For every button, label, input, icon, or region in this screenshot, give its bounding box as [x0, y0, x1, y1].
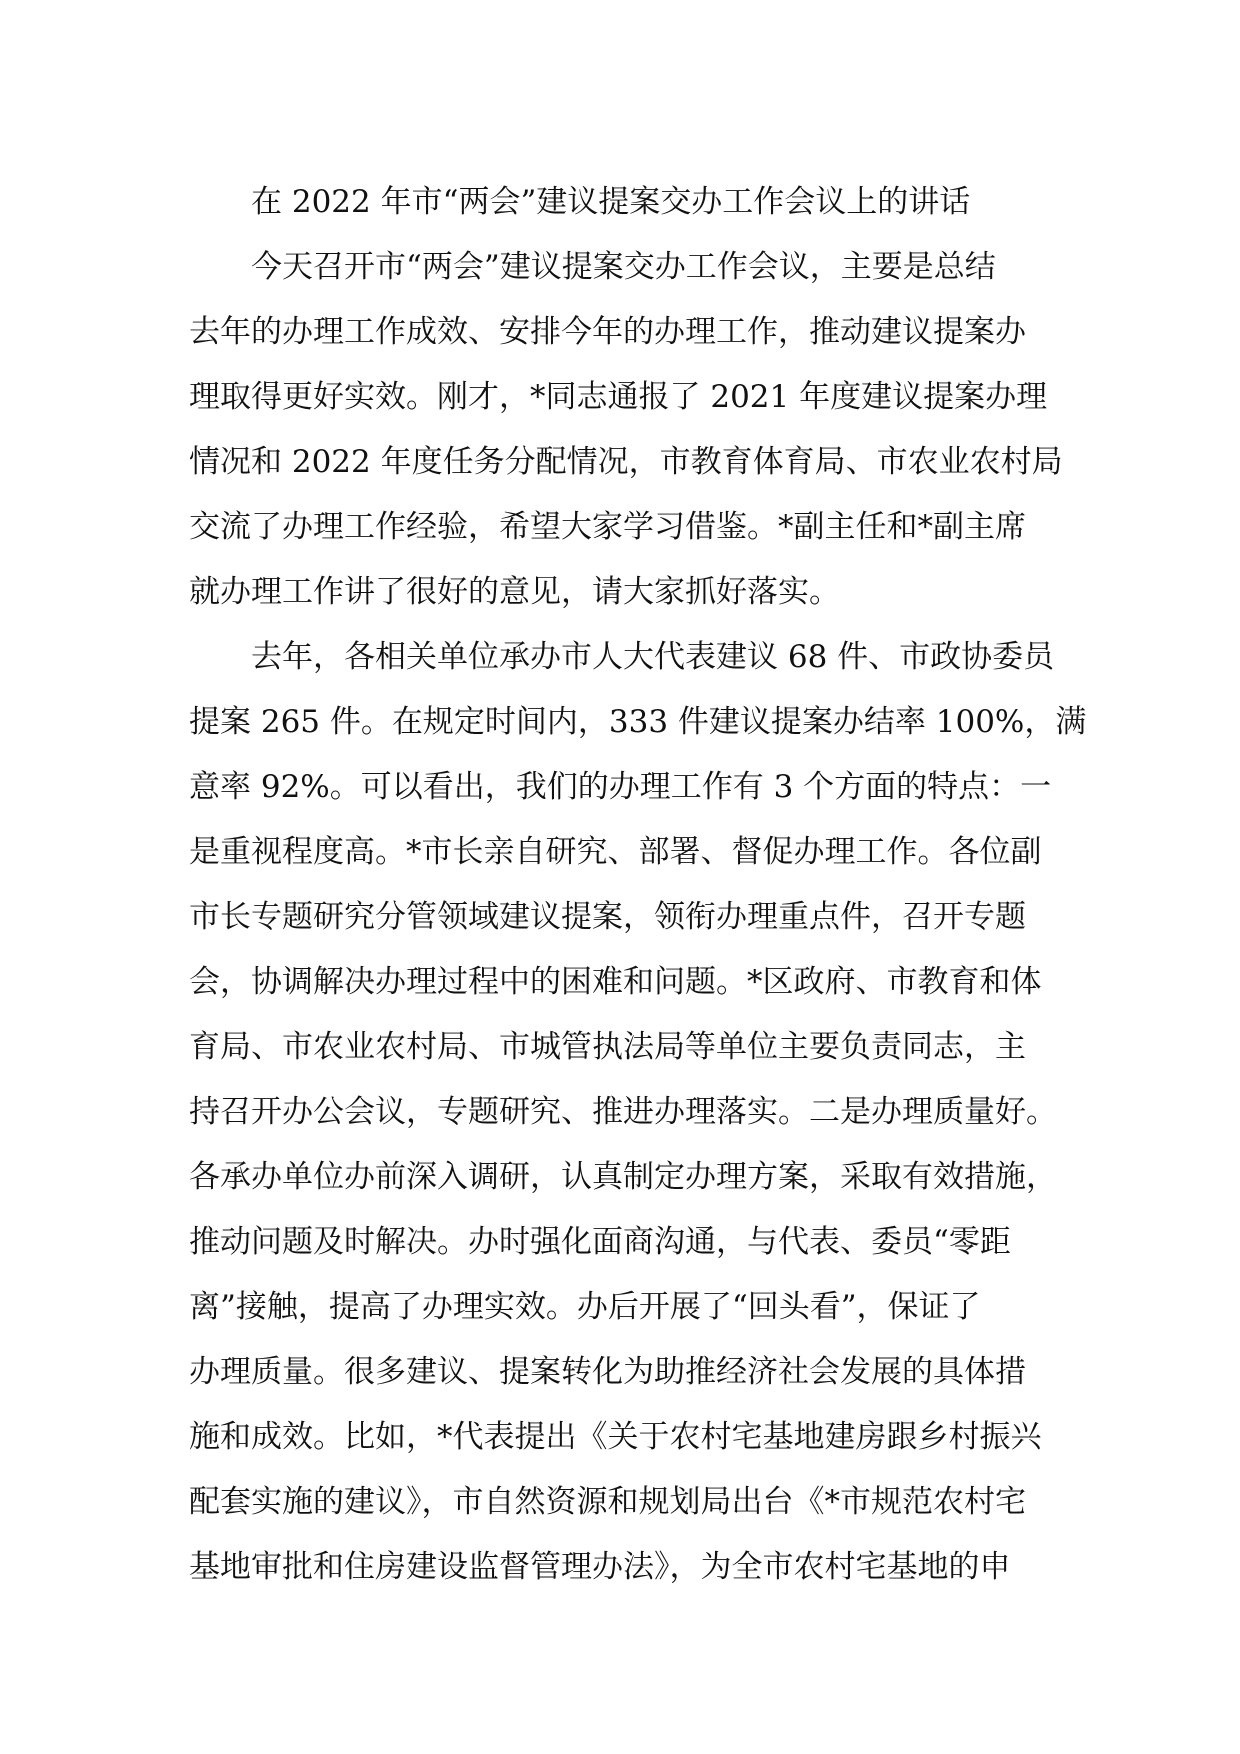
- paragraph-2: [189, 625, 1087, 1600]
- paragraph-1: [189, 235, 1063, 625]
- paragraph-line: 交流了办理工作经验，希望大家学习借鉴。*副主任和*副主席: [189, 509, 1026, 545]
- paragraph-line: 市长专题研究分管领域建议提案，领衔办理重点件，召开专题: [189, 899, 1026, 935]
- paragraph-line: 就办理工作讲了很好的意见，请大家抓好落实。: [189, 574, 840, 610]
- paragraph-line: 理取得更好实效。刚才，*同志通报了 2021 年度建议提案办理: [189, 379, 1048, 415]
- paragraph-line: 去年的办理工作成效、安排今年的办理工作，推动建议提案办: [189, 314, 1026, 350]
- document-page: [189, 170, 1087, 1600]
- paragraph-line: 今天召开市“两会”建议提案交办工作会议，主要是总结: [251, 249, 996, 285]
- paragraph-line: 是重视程度高。*市长亲自研究、部署、督促办理工作。各位副: [189, 834, 1042, 870]
- paragraph-line: 会，协调解决办理过程中的困难和问题。*区政府、市教育和体: [189, 964, 1042, 1000]
- paragraph-line: 育局、市农业农村局、市城管执法局等单位主要负责同志，主: [189, 1029, 1026, 1065]
- paragraph-line: 各承办单位办前深入调研，认真制定办理方案，采取有效措施，: [189, 1159, 1057, 1195]
- paragraph-line: 离”接触，提高了办理实效。办后开展了“回头看”，保证了: [189, 1289, 981, 1325]
- paragraph-line: 配套实施的建议》，市自然资源和规划局出台《*市规范农村宅: [189, 1484, 1026, 1520]
- paragraph-line: 持召开办公会议，专题研究、推进办理落实。二是办理质量好。: [189, 1094, 1057, 1130]
- paragraph-line: 施和成效。比如，*代表提出《关于农村宅基地建房跟乡村振兴: [189, 1419, 1042, 1455]
- paragraph-line: 去年，各相关单位承办市人大代表建议 68 件、市政协委员: [251, 639, 1055, 675]
- paragraph-line: 办理质量。很多建议、提案转化为助推经济社会发展的具体措: [189, 1354, 1026, 1390]
- paragraph-line: 情况和 2022 年度任务分配情况，市教育体育局、市农业农村局: [189, 444, 1063, 480]
- document-title: 在 2022 年市“两会”建议提案交办工作会议上的讲话: [251, 184, 971, 220]
- paragraph-line: 意率 92%。可以看出，我们的办理工作有 3 个方面的特点：一: [189, 769, 1052, 805]
- paragraph-line: 基地审批和住房建设监督管理办法》，为全市农村宅基地的申: [189, 1549, 1011, 1585]
- paragraph-line: 推动问题及时解决。办时强化面商沟通，与代表、委员“零距: [189, 1224, 1011, 1260]
- paragraph-line: 提案 265 件。在规定时间内，333 件建议提案办结率 100%，满: [189, 704, 1087, 740]
